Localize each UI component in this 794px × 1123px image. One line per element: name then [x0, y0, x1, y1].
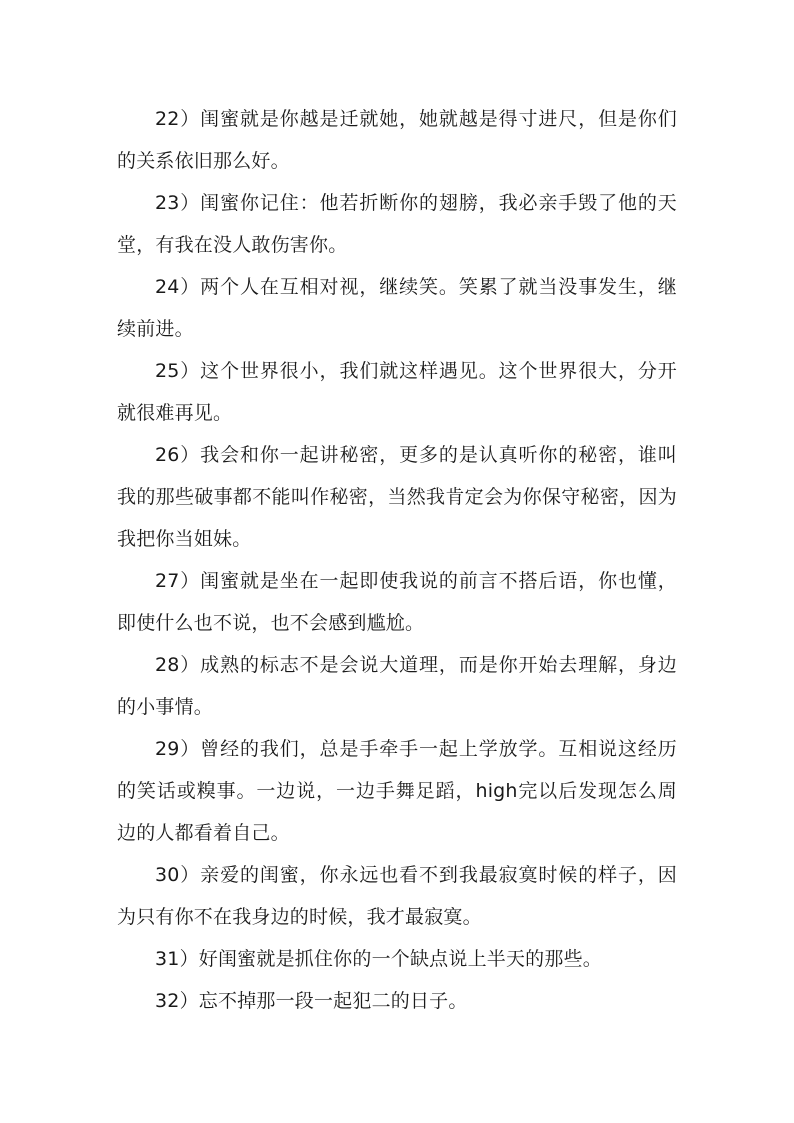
paragraph-27: 27）闺蜜就是坐在一起即使我说的前言不搭后语，你也懂，即使什么也不说，也不会感到尴尬。	[117, 570, 677, 634]
document-body	[117, 98, 677, 1022]
paragraph-28: 28）成熟的标志不是会说大道理，而是你开始去理解，身边的小事情。	[117, 654, 677, 718]
paragraph-32: 32）忘不掉那一段一起犯二的日子。	[155, 990, 468, 1012]
paragraph-30: 30）亲爱的闺蜜，你永远也看不到我最寂寞时候的样子，因为只有你不在我身边的时候，我才最寂寞。	[117, 864, 677, 928]
paragraph-29: 29）曾经的我们，总是手牵手一起上学放学。互相说这经历的笑话或糗事。一边说，一边手舞足蹈，high完以后发现怎么周边的人都看着自己。	[117, 738, 677, 844]
paragraph-31: 31）好闺蜜就是抓住你的一个缺点说上半天的那些。	[155, 948, 602, 970]
paragraph-26: 26）我会和你一起讲秘密，更多的是认真听你的秘密，谁叫我的那些破事都不能叫作秘密，当然我肯定会为你保守秘密，因为我把你当姐妹。	[117, 444, 677, 550]
paragraph-23: 23）闺蜜你记住：他若折断你的翅膀，我必亲手毁了他的天堂，有我在没人敢伤害你。	[117, 192, 677, 256]
paragraph-22: 22）闺蜜就是你越是迁就她，她就越是得寸进尺，但是你们的关系依旧那么好。	[117, 108, 677, 172]
paragraph-25: 25）这个世界很小，我们就这样遇见。这个世界很大，分开就很难再见。	[117, 360, 677, 424]
paragraph-24: 24）两个人在互相对视，继续笑。笑累了就当没事发生，继续前进。	[117, 276, 677, 340]
